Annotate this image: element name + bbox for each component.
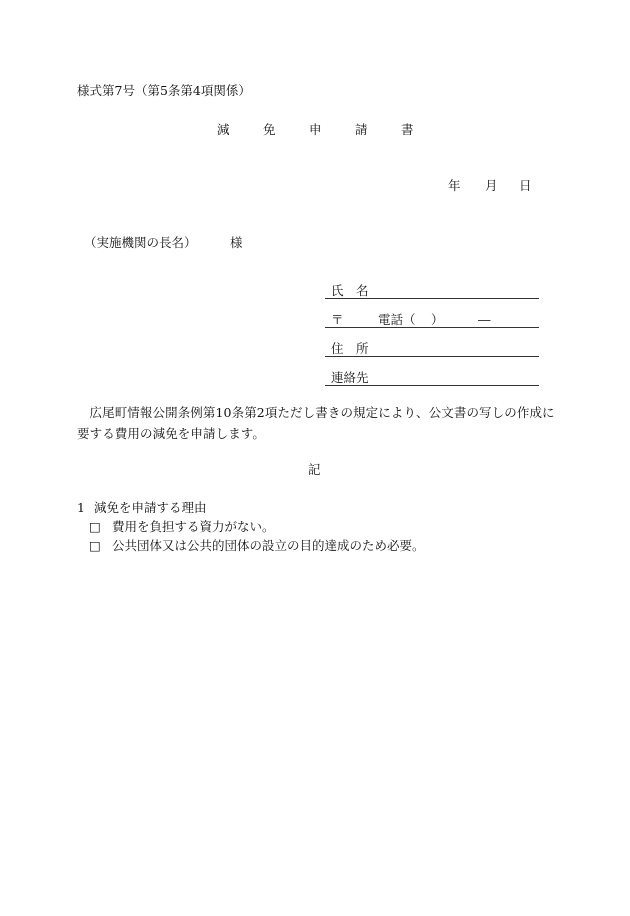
reason-heading: 減免を申請する理由 <box>94 500 207 515</box>
date-month: 月 <box>485 178 498 193</box>
address-label: 住 所 <box>331 341 369 356</box>
title-char: 申 <box>309 122 322 137</box>
checkbox-icon[interactable]: □ <box>89 519 101 534</box>
option-label: 費用を負担する資力がない。 <box>112 519 275 534</box>
name-label: 氏 名 <box>331 283 369 298</box>
checkbox-icon[interactable]: □ <box>89 538 101 553</box>
postal-mark: 〒 <box>331 312 344 327</box>
phone-label: 電話（ <box>378 312 416 327</box>
phone-field-line[interactable] <box>325 327 539 328</box>
reason-number: 1 <box>77 500 85 515</box>
title-char: 減 <box>217 122 230 137</box>
ki-heading: 記 <box>308 462 321 477</box>
contact-field-line[interactable] <box>325 385 539 386</box>
option-label: 公共団体又は公共的団体の設立の目的達成のため必要。 <box>112 538 425 553</box>
name-field-line[interactable] <box>325 298 539 299</box>
title-char: 請 <box>355 122 368 137</box>
title-char: 書 <box>401 122 414 137</box>
form-number: 様式第7号（第5条第4項関係） <box>77 83 251 98</box>
title-char: 免 <box>263 122 276 137</box>
addressee-name: （実施機関の長名） <box>84 235 197 250</box>
body-text: 広尾町情報公開条例第10条第2項ただし書きの規定により、公文書の写しの作成に要する費用の減免を申請します。 <box>77 405 555 441</box>
contact-label: 連絡先 <box>331 370 369 385</box>
date-year: 年 <box>448 178 461 193</box>
date-day: 日 <box>519 178 532 193</box>
phone-close-paren: ） <box>431 312 444 327</box>
address-field-line[interactable] <box>325 356 539 357</box>
phone-dash: ― <box>478 312 491 327</box>
addressee-honorific: 様 <box>230 235 243 250</box>
